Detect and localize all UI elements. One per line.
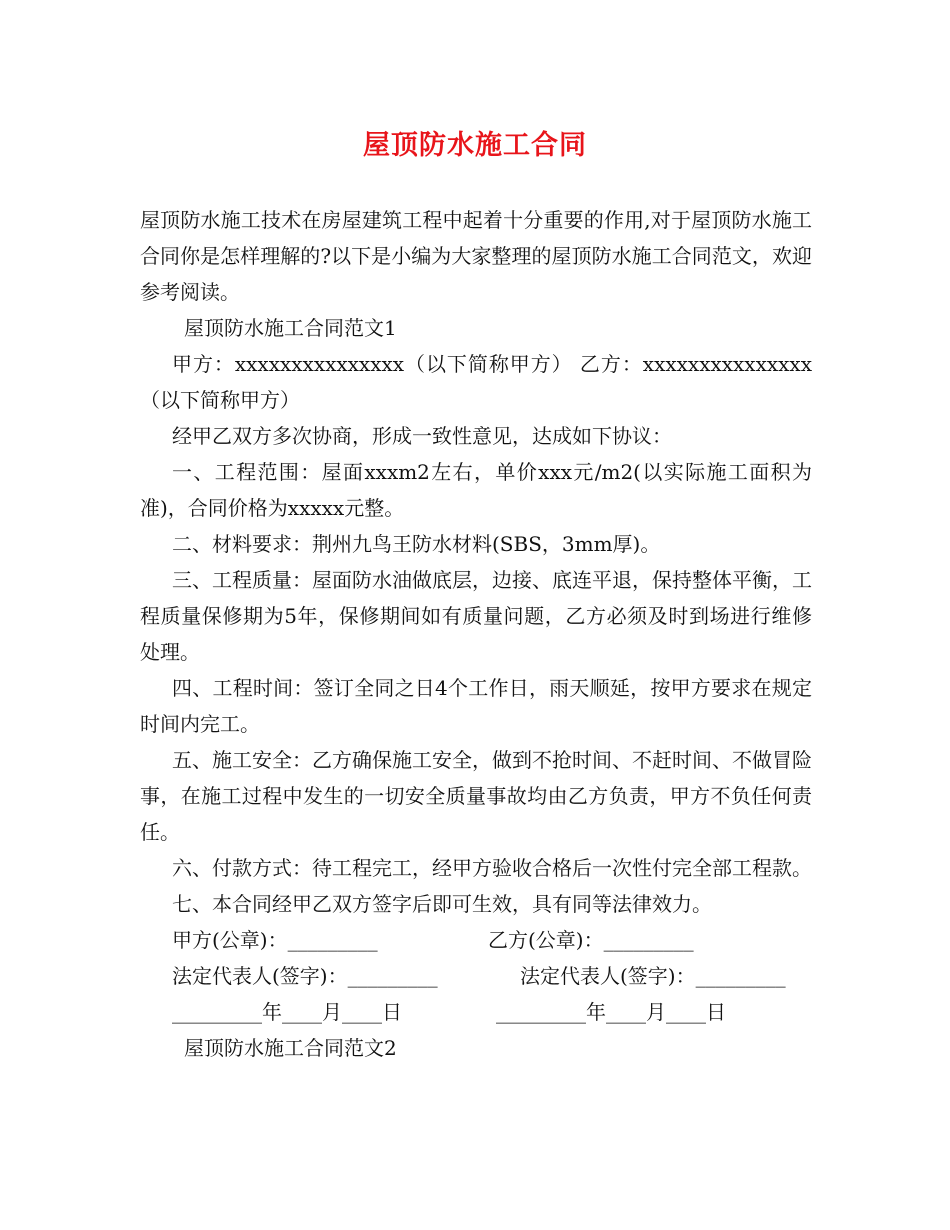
intro-paragraph: 屋顶防水施工技术在房屋建筑工程中起着十分重要的作用,对于屋顶防水施工合同你是怎样理解的?以下是小编为大家整理的屋顶防水施工合同范文，欢迎参考阅读。	[140, 208, 812, 304]
seal-row	[140, 922, 812, 958]
document-body	[140, 202, 812, 1066]
section-heading-1: 屋顶防水施工合同范文1	[184, 316, 397, 340]
party-a-representative: 法定代表人(签字)：_________	[172, 964, 438, 988]
representative-row	[140, 958, 812, 994]
clause-4: 四、工程时间：签订全同之日4个工作日，雨天顺延，按甲方要求在规定时间内完工。	[140, 676, 812, 736]
clause-1: 一、工程范围：屋面xxxm2左右，单价xxx元/m2(以实际施工面积为准)，合同价格为xxxxx元整。	[140, 460, 812, 520]
section-heading-2: 屋顶防水施工合同范文2	[184, 1036, 397, 1060]
party-b-date: _________年____月____日	[496, 1000, 726, 1024]
party-a-date: _________年____月____日	[172, 1000, 402, 1024]
clause-5: 五、施工安全：乙方确保施工安全，做到不抢时间、不赶时间、不做冒险事，在施工过程中发生的一切安全质量事故均由乙方负责，甲方不负任何责任。	[140, 748, 812, 844]
document-title: 屋顶防水施工合同	[363, 130, 587, 161]
agreement-paragraph: 经甲乙双方多次协商，形成一致性意见，达成如下协议：	[172, 424, 672, 448]
clause-6: 六、付款方式：待工程完工，经甲方验收合格后一次性付完全部工程款。	[172, 856, 812, 880]
clause-2: 二、材料要求：荆州九鸟王防水材料(SBS，3mm厚)。	[172, 532, 661, 556]
parties-paragraph: 甲方：xxxxxxxxxxxxxxx（以下简称甲方） 乙方：xxxxxxxxxxxxxxx（以下简称甲方）	[140, 352, 812, 412]
party-a-seal: 甲方(公章)：_________	[172, 928, 378, 952]
party-b-representative: 法定代表人(签字)：_________	[520, 964, 786, 988]
date-row	[140, 994, 812, 1030]
party-b-seal: 乙方(公章)：_________	[488, 928, 694, 952]
clause-3: 三、工程质量：屋面防水油做底层，边接、底连平退，保持整体平衡，工程质量保修期为5年，保修期间如有质量问题，乙方必须及时到场进行维修处理。	[140, 568, 812, 664]
clause-7: 七、本合同经甲乙双方签字后即可生效，具有同等法律效力。	[172, 892, 712, 916]
